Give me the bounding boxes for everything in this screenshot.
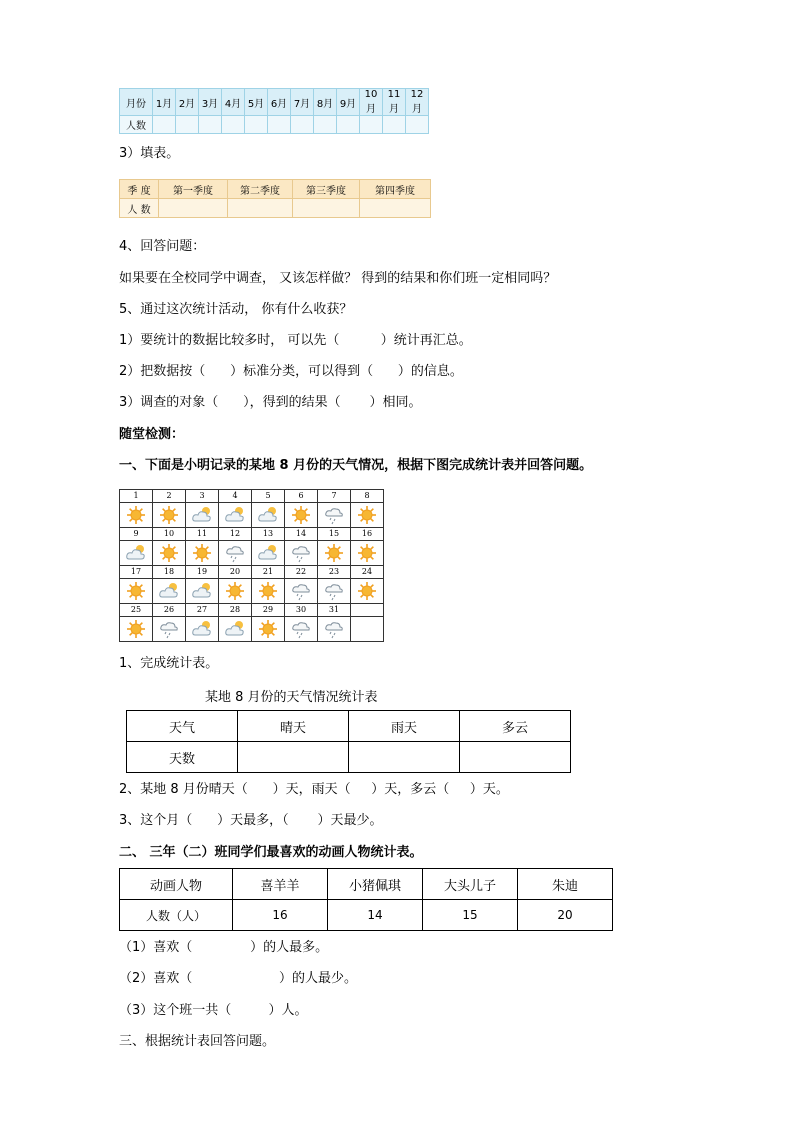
calendar-weather-cell bbox=[120, 503, 153, 528]
q4-title: 4、回答问题： bbox=[119, 239, 206, 254]
sun-icon bbox=[191, 543, 213, 563]
calendar-weather-cell bbox=[186, 617, 219, 642]
calendar-weather-cell bbox=[351, 503, 384, 528]
cartoon-table-header-row bbox=[120, 869, 613, 900]
quarter-cell bbox=[360, 199, 431, 218]
month-cell bbox=[406, 116, 429, 134]
calendar-weather-cell bbox=[219, 617, 252, 642]
calendar-weather-cell bbox=[153, 617, 186, 642]
calendar-date-row bbox=[120, 604, 384, 617]
month-table bbox=[119, 88, 429, 134]
calendar-date-row bbox=[120, 566, 384, 579]
weather-header-cell: 晴天 bbox=[238, 711, 349, 742]
weather-stat-table bbox=[126, 710, 571, 773]
calendar-weather-cell bbox=[219, 503, 252, 528]
calendar-weather-cell bbox=[186, 579, 219, 604]
q3-label: 3）填表。 bbox=[119, 146, 180, 161]
quarter-cell bbox=[228, 199, 293, 218]
calendar-date: 10 bbox=[153, 528, 186, 541]
month-header-cell: 9月 bbox=[337, 89, 360, 116]
calendar-date: 6 bbox=[285, 490, 318, 503]
sun-icon bbox=[158, 505, 180, 525]
cartoon-header-cell: 朱迪 bbox=[518, 869, 613, 900]
rain-icon bbox=[158, 619, 180, 639]
calendar-weather-cell bbox=[285, 579, 318, 604]
weather-calendar bbox=[119, 489, 384, 642]
month-header-cell: 8月 bbox=[314, 89, 337, 116]
calendar-date: 15 bbox=[318, 528, 351, 541]
calendar-date: 26 bbox=[153, 604, 186, 617]
calendar-weather-cell bbox=[219, 541, 252, 566]
weather-header-cell: 雨天 bbox=[349, 711, 460, 742]
cartoon-header-cell: 喜羊羊 bbox=[233, 869, 328, 900]
sun-icon bbox=[356, 581, 378, 601]
calendar-weather-cell bbox=[219, 579, 252, 604]
calendar-icon-row bbox=[120, 617, 384, 642]
part3-title: 三、根据统计表回答问题。 bbox=[119, 1034, 276, 1049]
cloud-icon bbox=[191, 505, 213, 525]
month-cell bbox=[314, 116, 337, 134]
q4-text: 如果要在全校同学中调查， 又该怎样做？ 得到的结果和你们班一定相同吗？ bbox=[119, 271, 557, 286]
quarter-row-label: 人 数 bbox=[120, 199, 159, 218]
calendar-weather-cell bbox=[120, 541, 153, 566]
calendar-date: 23 bbox=[318, 566, 351, 579]
cloud-icon bbox=[224, 505, 246, 525]
cartoon-table-row bbox=[120, 900, 613, 931]
cartoon-cell: 16 bbox=[233, 900, 328, 931]
month-header-cell: 4月 bbox=[222, 89, 245, 116]
sun-icon bbox=[224, 581, 246, 601]
rain-icon bbox=[323, 505, 345, 525]
calendar-date: 8 bbox=[351, 490, 384, 503]
calendar-weather-cell bbox=[153, 579, 186, 604]
calendar-date: 1 bbox=[120, 490, 153, 503]
cloud-icon bbox=[191, 619, 213, 639]
calendar-date: 22 bbox=[285, 566, 318, 579]
calendar-date: 20 bbox=[219, 566, 252, 579]
calendar-date: 5 bbox=[252, 490, 285, 503]
calendar-weather-cell bbox=[186, 503, 219, 528]
month-header-cell: 10月 bbox=[360, 89, 383, 116]
calendar-date: 16 bbox=[351, 528, 384, 541]
weather-row-label: 天数 bbox=[127, 742, 238, 773]
sun-icon bbox=[290, 505, 312, 525]
sun-icon bbox=[125, 619, 147, 639]
month-header-cell: 12月 bbox=[406, 89, 429, 116]
rain-icon bbox=[323, 581, 345, 601]
quarter-header-cell: 第一季度 bbox=[159, 180, 228, 199]
cloud-icon bbox=[125, 543, 147, 563]
q5-item: 1）要统计的数据比较多时， 可以先（ ）统计再汇总。 bbox=[119, 333, 472, 348]
calendar-date: 29 bbox=[252, 604, 285, 617]
calendar-weather-cell bbox=[318, 503, 351, 528]
quarter-cell bbox=[293, 199, 360, 218]
cartoon-row-label: 人数（人） bbox=[120, 900, 233, 931]
weather-table-caption: 某地 8 月份的天气情况统计表 bbox=[205, 690, 378, 705]
weather-cell bbox=[349, 742, 460, 773]
month-header-cell: 5月 bbox=[245, 89, 268, 116]
calendar-date-row bbox=[120, 528, 384, 541]
calendar-weather-cell bbox=[285, 503, 318, 528]
month-header-cell: 1月 bbox=[153, 89, 176, 116]
month-cell bbox=[245, 116, 268, 134]
sun-icon bbox=[125, 581, 147, 601]
month-header-cell: 月份 bbox=[120, 89, 153, 116]
q5-title: 5、通过这次统计活动， 你有什么收获？ bbox=[119, 302, 353, 317]
quarter-table-row bbox=[120, 199, 431, 218]
calendar-icon-row bbox=[120, 503, 384, 528]
q5-item: 3）调查的对象（ ），得到的结果（ ）相同。 bbox=[119, 395, 422, 410]
cartoon-cell: 14 bbox=[328, 900, 423, 931]
cartoon-header-cell: 小猪佩琪 bbox=[328, 869, 423, 900]
p2-item: （1）喜欢（ ）的人最多。 bbox=[119, 940, 329, 955]
calendar-date: 30 bbox=[285, 604, 318, 617]
calendar-date: 14 bbox=[285, 528, 318, 541]
calendar-date: 9 bbox=[120, 528, 153, 541]
calendar-date: 12 bbox=[219, 528, 252, 541]
calendar-date bbox=[351, 604, 384, 617]
calendar-date: 25 bbox=[120, 604, 153, 617]
month-header-cell: 11月 bbox=[383, 89, 406, 116]
calendar-date: 11 bbox=[186, 528, 219, 541]
month-cell bbox=[222, 116, 245, 134]
quarter-table bbox=[119, 179, 431, 218]
cloud-icon bbox=[224, 619, 246, 639]
calendar-date: 7 bbox=[318, 490, 351, 503]
calendar-icon-row bbox=[120, 579, 384, 604]
p2-item: （3）这个班一共（ ）人。 bbox=[119, 1003, 308, 1018]
sun-icon bbox=[257, 619, 279, 639]
calendar-weather-cell bbox=[285, 541, 318, 566]
calendar-weather-cell bbox=[120, 579, 153, 604]
month-table-header-row bbox=[120, 89, 429, 116]
month-table-row bbox=[120, 116, 429, 134]
quarter-header-cell: 第三季度 bbox=[293, 180, 360, 199]
p1-q1: 1、完成统计表。 bbox=[119, 656, 219, 671]
calendar-weather-cell bbox=[285, 617, 318, 642]
calendar-weather-cell bbox=[351, 579, 384, 604]
cartoon-header-cell: 大头儿子 bbox=[423, 869, 518, 900]
q5-item: 2）把数据按（ ）标准分类，可以得到（ ）的信息。 bbox=[119, 364, 463, 379]
calendar-weather-cell bbox=[351, 617, 384, 642]
calendar-weather-cell bbox=[153, 541, 186, 566]
rain-icon bbox=[290, 619, 312, 639]
quarter-header-cell: 第二季度 bbox=[228, 180, 293, 199]
rain-icon bbox=[290, 543, 312, 563]
month-header-cell: 3月 bbox=[199, 89, 222, 116]
p1-q2: 2、某地 8 月份晴天（ ）天，雨天（ ）天，多云（ ）天。 bbox=[119, 782, 509, 797]
cartoon-table bbox=[119, 868, 613, 931]
cloud-icon bbox=[257, 543, 279, 563]
calendar-date: 13 bbox=[252, 528, 285, 541]
calendar-date: 2 bbox=[153, 490, 186, 503]
sun-icon bbox=[125, 505, 147, 525]
month-cell bbox=[383, 116, 406, 134]
part1-title: 一、下面是小明记录的某地 8 月份的天气情况，根据下图完成统计表并回答问题。 bbox=[119, 458, 593, 473]
month-cell bbox=[360, 116, 383, 134]
month-row-label: 人数 bbox=[120, 116, 153, 134]
quarter-cell bbox=[159, 199, 228, 218]
month-cell bbox=[337, 116, 360, 134]
calendar-date: 18 bbox=[153, 566, 186, 579]
month-cell bbox=[268, 116, 291, 134]
p2-item: （2）喜欢（ ）的人最少。 bbox=[119, 971, 358, 986]
cartoon-header-cell: 动画人物 bbox=[120, 869, 233, 900]
calendar-weather-cell bbox=[318, 541, 351, 566]
rain-icon bbox=[290, 581, 312, 601]
weather-cell bbox=[460, 742, 571, 773]
calendar-date: 24 bbox=[351, 566, 384, 579]
calendar-weather-cell bbox=[318, 579, 351, 604]
calendar-date: 21 bbox=[252, 566, 285, 579]
calendar-date: 19 bbox=[186, 566, 219, 579]
weather-header-cell: 多云 bbox=[460, 711, 571, 742]
quarter-header-cell: 第四季度 bbox=[360, 180, 431, 199]
cloud-icon bbox=[158, 581, 180, 601]
calendar-weather-cell bbox=[120, 617, 153, 642]
calendar-date: 31 bbox=[318, 604, 351, 617]
month-cell bbox=[199, 116, 222, 134]
check-title: 随堂检测： bbox=[119, 427, 185, 442]
sun-icon bbox=[158, 543, 180, 563]
month-header-cell: 2月 bbox=[176, 89, 199, 116]
calendar-date: 3 bbox=[186, 490, 219, 503]
quarter-header-cell: 季 度 bbox=[120, 180, 159, 199]
calendar-date: 27 bbox=[186, 604, 219, 617]
calendar-weather-cell bbox=[252, 541, 285, 566]
calendar-weather-cell bbox=[153, 503, 186, 528]
month-header-cell: 6月 bbox=[268, 89, 291, 116]
calendar-date: 4 bbox=[219, 490, 252, 503]
weather-table-row bbox=[127, 742, 571, 773]
part2-title: 二、 三年（二）班同学们最喜欢的动画人物统计表。 bbox=[119, 845, 423, 860]
calendar-date-row bbox=[120, 490, 384, 503]
calendar-date: 17 bbox=[120, 566, 153, 579]
cloud-icon bbox=[257, 505, 279, 525]
rain-icon bbox=[224, 543, 246, 563]
cloud-icon bbox=[191, 581, 213, 601]
calendar-weather-cell bbox=[318, 617, 351, 642]
sun-icon bbox=[356, 505, 378, 525]
sun-icon bbox=[257, 581, 279, 601]
month-header-cell: 7月 bbox=[291, 89, 314, 116]
calendar-weather-cell bbox=[351, 541, 384, 566]
weather-table-header-row bbox=[127, 711, 571, 742]
quarter-table-header-row bbox=[120, 180, 431, 199]
month-cell bbox=[153, 116, 176, 134]
calendar-weather-cell bbox=[252, 617, 285, 642]
cartoon-cell: 15 bbox=[423, 900, 518, 931]
rain-icon bbox=[323, 619, 345, 639]
calendar-date: 28 bbox=[219, 604, 252, 617]
sun-icon bbox=[323, 543, 345, 563]
month-cell bbox=[291, 116, 314, 134]
calendar-weather-cell bbox=[186, 541, 219, 566]
calendar-icon-row bbox=[120, 541, 384, 566]
month-cell bbox=[176, 116, 199, 134]
calendar-weather-cell bbox=[252, 503, 285, 528]
cartoon-cell: 20 bbox=[518, 900, 613, 931]
sun-icon bbox=[356, 543, 378, 563]
weather-header-cell: 天气 bbox=[127, 711, 238, 742]
calendar-weather-cell bbox=[252, 579, 285, 604]
weather-cell bbox=[238, 742, 349, 773]
p1-q3: 3、这个月（ ）天最多，（ ）天最少。 bbox=[119, 813, 383, 828]
